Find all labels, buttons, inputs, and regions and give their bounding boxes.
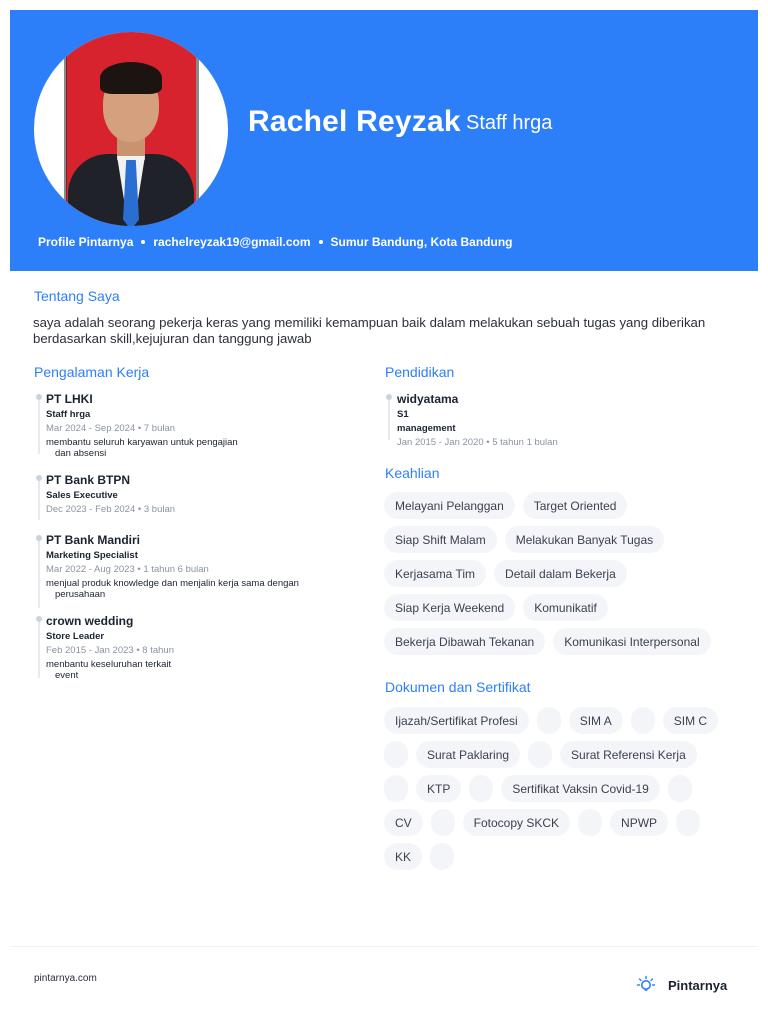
job-description (46, 437, 356, 459)
job-description-line: menjual produk knowledge dan menjalin kerja sama dengan (46, 578, 299, 589)
job-item (36, 614, 356, 681)
documents-list (384, 707, 734, 877)
document-chip-empty (431, 809, 455, 836)
job-company: PT Bank BTPN (46, 473, 131, 487)
document-chip: SIM A (569, 707, 623, 734)
skills-heading: Keahlian (385, 465, 440, 481)
document-chip-empty (631, 707, 655, 734)
job-date: Dec 2023 - Feb 2024 • 3 bulan (46, 504, 176, 515)
about-heading: Tentang Saya (34, 288, 120, 304)
experience-heading: Pengalaman Kerja (34, 364, 150, 380)
document-chip: Fotocopy SKCK (463, 809, 570, 836)
timeline-dot (36, 535, 42, 541)
document-chip: KK (384, 843, 422, 870)
lightbulb-icon (636, 975, 656, 995)
timeline-dot (36, 475, 42, 481)
education-degree: S1 (397, 409, 409, 420)
education-heading: Pendidikan (385, 364, 455, 380)
education-major: management (397, 423, 456, 434)
skill-chip: Siap Kerja Weekend (384, 594, 515, 621)
footer-brand (636, 975, 727, 995)
job-item (36, 533, 356, 600)
job-company: PT Bank Mandiri (46, 533, 141, 547)
document-chip: Ijazah/Sertifikat Profesi (384, 707, 529, 734)
email-link[interactable]: rachelreyzak19@gmail.com (153, 235, 311, 249)
job-description (46, 578, 356, 600)
education-date: Jan 2015 - Jan 2020 • 5 tahun 1 bulan (397, 437, 558, 448)
separator-dot (319, 240, 323, 244)
skills-list (384, 492, 734, 662)
profile-photo (34, 32, 228, 226)
timeline-dot (386, 394, 392, 400)
job-description-line: menbantu keseluruhan terkait (46, 659, 172, 670)
job-description-line: perusahaan (55, 589, 106, 600)
about-text: saya adalah seorang pekerja keras yang memiliki kemampuan baik dalam melakukan sebuah tugas yang diberikan berdasarkan skill,kejujuran dan tanggung jawab (33, 315, 706, 346)
document-chip-empty (384, 775, 408, 802)
skill-chip: Siap Shift Malam (384, 526, 497, 553)
document-chip-empty (668, 775, 692, 802)
document-chip: NPWP (610, 809, 668, 836)
experience-timeline (36, 392, 356, 692)
footer-divider (10, 946, 758, 947)
job-description (46, 659, 356, 681)
skill-chip: Target Oriented (523, 492, 628, 519)
profile-title: Staff hrga (466, 112, 553, 134)
footer-brand-name: Pintarnya (668, 977, 728, 993)
separator-dot (141, 240, 145, 244)
document-chip: Sertifikat Vaksin Covid-19 (501, 775, 660, 802)
job-description-line: event (55, 670, 79, 681)
skill-chip: Kerjasama Tim (384, 560, 486, 587)
skill-chip: Detail dalam Bekerja (494, 560, 627, 587)
location-text: Sumur Bandung, Kota Bandung (330, 235, 513, 249)
education-item (386, 392, 686, 448)
job-role: Store Leader (46, 631, 105, 642)
skill-chip: Bekerja Dibawah Tekanan (384, 628, 545, 655)
footer-url[interactable]: pintarnya.com (34, 973, 97, 984)
profile-link[interactable]: Profile Pintarnya (38, 235, 134, 249)
document-chip-empty (528, 741, 552, 768)
document-chip-empty (430, 843, 454, 870)
document-chip-empty (676, 809, 700, 836)
profile-name: Rachel Reyzak (248, 105, 461, 138)
job-date: Mar 2024 - Sep 2024 • 7 bulan (46, 423, 176, 434)
document-chip: SIM C (663, 707, 718, 734)
job-item (36, 392, 356, 459)
document-chip-empty (578, 809, 602, 836)
document-chip: KTP (416, 775, 461, 802)
job-item (36, 473, 356, 515)
job-company: PT LHKI (46, 392, 93, 406)
job-role: Staff hrga (46, 409, 91, 420)
job-date: Mar 2022 - Aug 2023 • 1 tahun 6 bulan (46, 564, 209, 575)
document-chip-empty (537, 707, 561, 734)
document-chip-empty (469, 775, 493, 802)
skill-chip: Melayani Pelanggan (384, 492, 515, 519)
job-role: Marketing Specialist (46, 550, 138, 561)
job-date: Feb 2015 - Jan 2023 • 8 tahun (46, 645, 174, 656)
skill-chip: Melakukan Banyak Tugas (505, 526, 664, 553)
contact-bar (38, 235, 513, 249)
education-school: widyatama (397, 392, 459, 406)
document-chip: CV (384, 809, 423, 836)
document-chip: Surat Paklaring (416, 741, 520, 768)
timeline-dot (36, 616, 42, 622)
document-chip-empty (384, 741, 408, 768)
skill-chip: Komunikatif (523, 594, 608, 621)
skill-chip: Komunikasi Interpersonal (553, 628, 710, 655)
document-chip: Surat Referensi Kerja (560, 741, 697, 768)
job-description-line: membantu seluruh karyawan untuk pengajian (46, 437, 238, 448)
timeline-dot (36, 394, 42, 400)
job-company: crown wedding (46, 614, 134, 628)
job-role: Sales Executive (46, 490, 118, 501)
profile-header (10, 10, 758, 271)
documents-heading: Dokumen dan Sertifikat (385, 679, 531, 695)
job-description-line: dan absensi (55, 448, 107, 459)
